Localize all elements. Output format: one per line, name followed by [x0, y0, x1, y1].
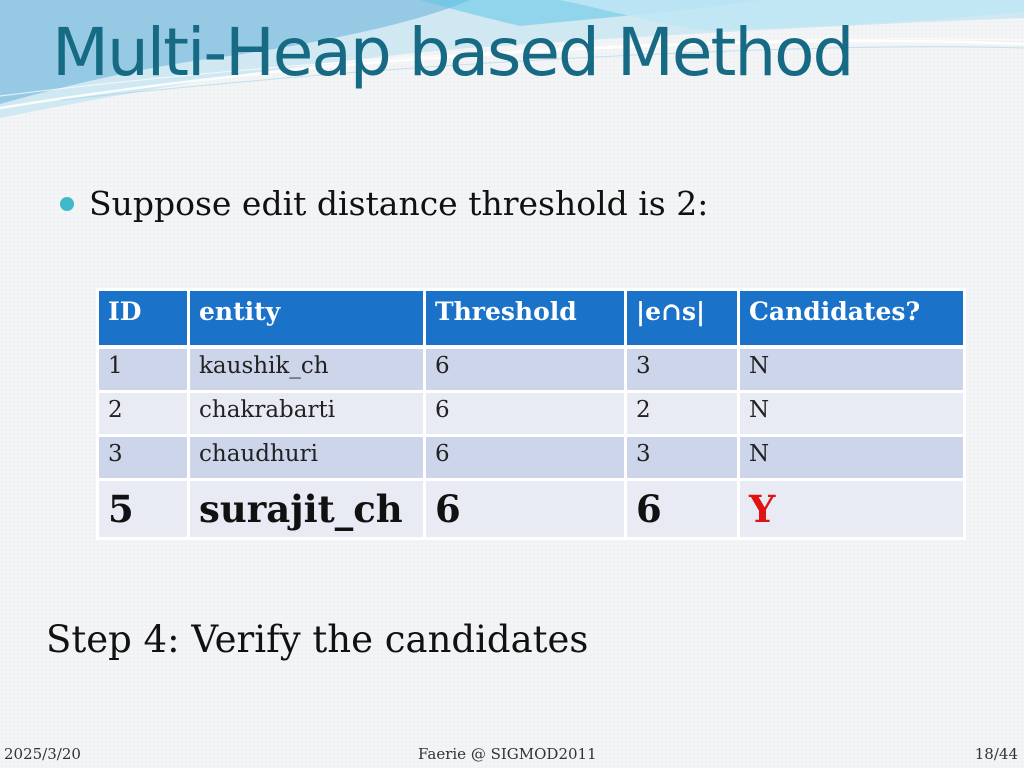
header-intersection: |e∩s| — [626, 290, 739, 348]
footer-page-number: 18/44 — [974, 745, 1018, 763]
cell-entity: chakrabarti — [189, 392, 425, 436]
table-row — [98, 436, 965, 480]
cell-id: 5 — [98, 480, 189, 539]
bullet-dot-icon — [60, 197, 74, 211]
cell-candidate: N — [739, 436, 965, 480]
candidates-table — [96, 288, 966, 540]
cell-id: 3 — [98, 436, 189, 480]
cell-intersection: 3 — [626, 347, 739, 392]
cell-entity: chaudhuri — [189, 436, 425, 480]
cell-entity: surajit_ch — [189, 480, 425, 539]
cell-threshold: 6 — [425, 480, 626, 539]
cell-intersection: 2 — [626, 392, 739, 436]
cell-id: 1 — [98, 347, 189, 392]
table-header-row — [98, 290, 965, 348]
table-row — [98, 347, 965, 392]
footer-venue: Faerie @ SIGMOD2011 — [418, 745, 597, 763]
cell-intersection: 3 — [626, 436, 739, 480]
cell-candidate: N — [739, 347, 965, 392]
table-row — [98, 392, 965, 436]
cell-entity: kaushik_ch — [189, 347, 425, 392]
cell-threshold: 6 — [425, 436, 626, 480]
cell-threshold: 6 — [425, 392, 626, 436]
cell-threshold: 6 — [425, 347, 626, 392]
header-candidates: Candidates? — [739, 290, 965, 348]
step-text: Step 4: Verify the candidates — [46, 618, 589, 661]
cell-id: 2 — [98, 392, 189, 436]
header-id: ID — [98, 290, 189, 348]
bullet-item — [60, 184, 708, 223]
footer-date: 2025/3/20 — [4, 745, 81, 763]
bullet-text: Suppose edit distance threshold is 2: — [89, 184, 709, 223]
header-threshold: Threshold — [425, 290, 626, 348]
cell-candidate-yes: Y — [739, 480, 965, 539]
cell-intersection: 6 — [626, 480, 739, 539]
slide-title: Multi-Heap based Method — [52, 14, 853, 91]
table-row-highlighted — [98, 480, 965, 539]
cell-candidate: N — [739, 392, 965, 436]
header-entity: entity — [189, 290, 425, 348]
